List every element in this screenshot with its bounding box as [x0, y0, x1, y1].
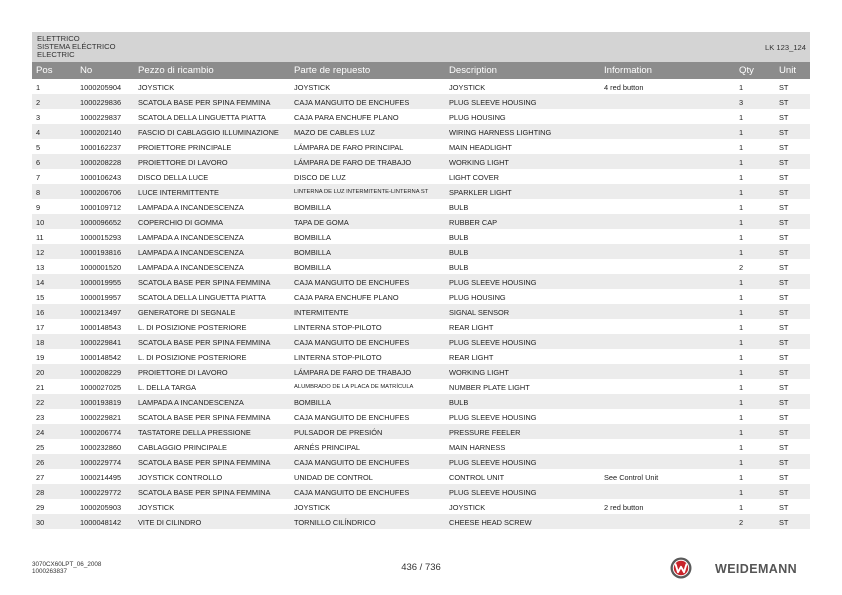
- spanish-name-cell: BOMBILLA: [294, 202, 331, 212]
- part-number-cell: 1000202140: [80, 127, 122, 137]
- description-cell: CONTROL UNIT: [449, 472, 505, 482]
- unit-cell: ST: [779, 127, 789, 137]
- italian-name-cell: LUCE INTERMITTENTE: [138, 187, 219, 197]
- unit-cell: ST: [779, 367, 789, 377]
- table-row: [32, 424, 810, 439]
- col-header-unit: Unit: [779, 65, 797, 76]
- pos-cell: 1: [36, 82, 41, 92]
- qty-cell: 1: [739, 472, 744, 482]
- part-number-cell: 1000048142: [80, 517, 122, 527]
- description-cell: RUBBER CAP: [449, 217, 498, 227]
- spanish-name-cell: LINTERNA STOP-PILOTO: [294, 352, 382, 362]
- italian-name-cell: CABLAGGIO PRINCIPALE: [138, 442, 227, 452]
- italian-name-cell: L. DI POSIZIONE POSTERIORE: [138, 322, 247, 332]
- part-number-cell: 1000206706: [80, 187, 122, 197]
- pos-cell: 27: [36, 472, 45, 482]
- table-row: [32, 214, 810, 229]
- unit-cell: ST: [779, 112, 789, 122]
- description-cell: PLUG SLEEVE HOUSING: [449, 277, 537, 287]
- spanish-name-cell: LÁMPARA DE FARO DE TRABAJO: [294, 367, 412, 377]
- italian-name-cell: LAMPADA A INCANDESCENZA: [138, 262, 244, 272]
- col-header-spanish: Parte de repuesto: [294, 65, 371, 76]
- unit-cell: ST: [779, 472, 789, 482]
- italian-name-cell: TASTATORE DELLA PRESSIONE: [138, 427, 251, 437]
- italian-name-cell: COPERCHIO DI GOMMA: [138, 217, 223, 227]
- spanish-name-cell: PULSADOR DE PRESIÓN: [294, 427, 383, 437]
- table-row: [32, 454, 810, 469]
- spanish-name-cell: LINTERNA DE LUZ INTERMITENTE-LINTERNA ST: [294, 188, 429, 195]
- table-row: [32, 319, 810, 334]
- description-cell: BULB: [449, 247, 469, 257]
- italian-name-cell: SCATOLA BASE PER SPINA FEMMINA: [138, 487, 271, 497]
- section-title-es: SISTEMA ELÉCTRICO: [37, 42, 116, 51]
- part-number-cell: 1000205903: [80, 502, 122, 512]
- pos-cell: 5: [36, 142, 41, 152]
- pos-cell: 10: [36, 217, 45, 227]
- italian-name-cell: LAMPADA A INCANDESCENZA: [138, 247, 244, 257]
- section-header: [32, 32, 810, 62]
- description-cell: WORKING LIGHT: [449, 157, 509, 167]
- unit-cell: ST: [779, 172, 789, 182]
- parts-table-body: [32, 79, 810, 529]
- description-cell: PLUG SLEEVE HOUSING: [449, 487, 537, 497]
- description-cell: PLUG HOUSING: [449, 292, 506, 302]
- spanish-name-cell: MAZO DE CABLES LUZ: [294, 127, 375, 137]
- spanish-name-cell: UNIDAD DE CONTROL: [294, 472, 373, 482]
- pos-cell: 8: [36, 187, 41, 197]
- unit-cell: ST: [779, 277, 789, 287]
- group-code: LK 123_124: [765, 43, 806, 52]
- qty-cell: 1: [739, 157, 744, 167]
- pos-cell: 22: [36, 397, 45, 407]
- part-number-cell: 1000193816: [80, 247, 122, 257]
- qty-cell: 1: [739, 82, 744, 92]
- col-header-qty: Qty: [739, 65, 754, 76]
- spanish-name-cell: JOYSTICK: [294, 82, 331, 92]
- document-code-line: 3070CX60LPT_06_2008: [32, 561, 102, 568]
- unit-cell: ST: [779, 457, 789, 467]
- table-header: [32, 62, 810, 79]
- spanish-name-cell: ALUMBRADO DE LA PLACA DE MATRÍCULA: [294, 383, 414, 390]
- col-header-no: No: [80, 65, 93, 76]
- qty-cell: 3: [739, 97, 744, 107]
- qty-cell: 2: [739, 517, 744, 527]
- table-row: [32, 139, 810, 154]
- spanish-name-cell: CAJA MANGUITO DE ENCHUFES: [294, 337, 410, 347]
- qty-cell: 1: [739, 127, 744, 137]
- qty-cell: 1: [739, 337, 744, 347]
- unit-cell: ST: [779, 82, 789, 92]
- qty-cell: 1: [739, 427, 744, 437]
- col-header-description: Description: [449, 65, 497, 76]
- description-cell: REAR LIGHT: [449, 322, 494, 332]
- description-cell: PLUG HOUSING: [449, 112, 506, 122]
- description-cell: NUMBER PLATE LIGHT: [449, 382, 530, 392]
- description-cell: MAIN HEADLIGHT: [449, 142, 512, 152]
- part-number-cell: 1000001520: [80, 262, 122, 272]
- qty-cell: 2: [739, 262, 744, 272]
- table-row: [32, 409, 810, 424]
- col-header-italian: Pezzo di ricambio: [138, 65, 214, 76]
- table-row: [32, 124, 810, 139]
- spanish-name-cell: CAJA MANGUITO DE ENCHUFES: [294, 412, 410, 422]
- pos-cell: 29: [36, 502, 45, 512]
- col-header-pos: Pos: [36, 65, 53, 76]
- table-row: [32, 499, 810, 514]
- table-row: [32, 229, 810, 244]
- qty-cell: 1: [739, 142, 744, 152]
- unit-cell: ST: [779, 322, 789, 332]
- italian-name-cell: SCATOLA BASE PER SPINA FEMMINA: [138, 412, 271, 422]
- part-number-cell: 1000206774: [80, 427, 122, 437]
- pos-cell: 6: [36, 157, 41, 167]
- qty-cell: 1: [739, 307, 744, 317]
- pos-cell: 7: [36, 172, 41, 182]
- description-cell: PRESSURE FEELER: [449, 427, 521, 437]
- unit-cell: ST: [779, 337, 789, 347]
- description-cell: JOYSTICK: [449, 82, 486, 92]
- part-number-cell: 1000208228: [80, 157, 122, 167]
- pos-cell: 9: [36, 202, 41, 212]
- col-header-information: Information: [604, 65, 652, 76]
- italian-name-cell: SCATOLA BASE PER SPINA FEMMINA: [138, 457, 271, 467]
- part-number-cell: 1000213497: [80, 307, 122, 317]
- spanish-name-cell: CAJA PARA ENCHUFE PLANO: [294, 112, 399, 122]
- italian-name-cell: PROIETTORE DI LAVORO: [138, 367, 228, 377]
- spanish-name-cell: TORNILLO CILÍNDRICO: [294, 517, 376, 527]
- part-number-cell: 1000193819: [80, 397, 122, 407]
- description-cell: REAR LIGHT: [449, 352, 494, 362]
- italian-name-cell: JOYSTICK: [138, 82, 175, 92]
- unit-cell: ST: [779, 412, 789, 422]
- unit-cell: ST: [779, 502, 789, 512]
- table-row: [32, 289, 810, 304]
- description-cell: BULB: [449, 397, 469, 407]
- italian-name-cell: LAMPADA A INCANDESCENZA: [138, 397, 244, 407]
- spanish-name-cell: ARNÉS PRINCIPAL: [294, 442, 360, 452]
- pos-cell: 21: [36, 382, 45, 392]
- unit-cell: ST: [779, 307, 789, 317]
- part-number-cell: 1000232860: [80, 442, 122, 452]
- part-number-cell: 1000229774: [80, 457, 122, 467]
- part-number-cell: 1000148543: [80, 322, 122, 332]
- part-number-cell: 1000229837: [80, 112, 122, 122]
- description-cell: BULB: [449, 262, 469, 272]
- qty-cell: 1: [739, 457, 744, 467]
- spanish-name-cell: BOMBILLA: [294, 232, 331, 242]
- spanish-name-cell: LÁMPARA DE FARO PRINCIPAL: [294, 142, 404, 152]
- spanish-name-cell: TAPA DE GOMA: [294, 217, 349, 227]
- section-title: [37, 35, 116, 59]
- pos-cell: 24: [36, 427, 45, 437]
- table-row: [32, 469, 810, 484]
- unit-cell: ST: [779, 352, 789, 362]
- spanish-name-cell: BOMBILLA: [294, 397, 331, 407]
- spanish-name-cell: CAJA MANGUITO DE ENCHUFES: [294, 277, 410, 287]
- unit-cell: ST: [779, 217, 789, 227]
- pos-cell: 13: [36, 262, 45, 272]
- description-cell: PLUG SLEEVE HOUSING: [449, 97, 537, 107]
- spanish-name-cell: LÁMPARA DE FARO DE TRABAJO: [294, 157, 412, 167]
- section-title-en: ELECTRIC: [37, 50, 75, 59]
- table-row: [32, 274, 810, 289]
- pos-cell: 26: [36, 457, 45, 467]
- qty-cell: 1: [739, 322, 744, 332]
- table-row: [32, 244, 810, 259]
- table-row: [32, 94, 810, 109]
- italian-name-cell: L. DI POSIZIONE POSTERIORE: [138, 352, 247, 362]
- description-cell: WIRING HARNESS LIGHTING: [449, 127, 552, 137]
- part-number-cell: 1000205904: [80, 82, 122, 92]
- part-number-cell: 1000229841: [80, 337, 122, 347]
- part-number-cell: 1000106243: [80, 172, 122, 182]
- table-row: [32, 334, 810, 349]
- description-cell: BULB: [449, 232, 469, 242]
- italian-name-cell: JOYSTICK CONTROLLO: [138, 472, 223, 482]
- italian-name-cell: SCATOLA BASE PER SPINA FEMMINA: [138, 277, 271, 287]
- page-number: 436 / 736: [401, 562, 441, 573]
- qty-cell: 1: [739, 277, 744, 287]
- part-number-cell: 1000096652: [80, 217, 122, 227]
- unit-cell: ST: [779, 442, 789, 452]
- part-number-cell: 1000208229: [80, 367, 122, 377]
- pos-cell: 25: [36, 442, 45, 452]
- italian-name-cell: SCATOLA DELLA LINGUETTA PIATTA: [138, 292, 266, 302]
- description-cell: CHEESE HEAD SCREW: [449, 517, 532, 527]
- pos-cell: 11: [36, 232, 44, 242]
- table-row: [32, 394, 810, 409]
- part-number-cell: 1000162237: [80, 142, 122, 152]
- italian-name-cell: JOYSTICK: [138, 502, 175, 512]
- description-cell: SIGNAL SENSOR: [449, 307, 510, 317]
- table-row: [32, 109, 810, 124]
- table-row: [32, 184, 810, 199]
- information-cell: 4 red button: [604, 82, 644, 92]
- part-number-cell: 1000019957: [80, 292, 122, 302]
- unit-cell: ST: [779, 397, 789, 407]
- spanish-name-cell: CAJA PARA ENCHUFE PLANO: [294, 292, 399, 302]
- description-cell: PLUG SLEEVE HOUSING: [449, 337, 537, 347]
- italian-name-cell: SCATOLA DELLA LINGUETTA PIATTA: [138, 112, 266, 122]
- italian-name-cell: PROIETTORE PRINCIPALE: [138, 142, 232, 152]
- qty-cell: 1: [739, 442, 744, 452]
- table-row: [32, 79, 810, 94]
- description-cell: JOYSTICK: [449, 502, 486, 512]
- pos-cell: 3: [36, 112, 41, 122]
- part-number-cell: 1000229821: [80, 412, 122, 422]
- pos-cell: 18: [36, 337, 45, 347]
- pos-cell: 15: [36, 292, 45, 302]
- section-title-it: ELETTRICO: [37, 34, 80, 43]
- table-row: [32, 304, 810, 319]
- unit-cell: ST: [779, 187, 789, 197]
- qty-cell: 1: [739, 112, 744, 122]
- spanish-name-cell: INTERMITENTE: [294, 307, 349, 317]
- pos-cell: 20: [36, 367, 45, 377]
- qty-cell: 1: [739, 367, 744, 377]
- qty-cell: 1: [739, 412, 744, 422]
- italian-name-cell: FASCIO DI CABLAGGIO ILLUMINAZIONE: [138, 127, 279, 137]
- qty-cell: 1: [739, 397, 744, 407]
- part-number-cell: 1000015293: [80, 232, 122, 242]
- part-number-cell: 1000229772: [80, 487, 122, 497]
- spanish-name-cell: BOMBILLA: [294, 247, 331, 257]
- qty-cell: 1: [739, 187, 744, 197]
- unit-cell: ST: [779, 262, 789, 272]
- italian-name-cell: DISCO DELLA LUCE: [138, 172, 209, 182]
- pos-cell: 14: [36, 277, 45, 287]
- unit-cell: ST: [779, 427, 789, 437]
- unit-cell: ST: [779, 292, 789, 302]
- italian-name-cell: VITE DI CILINDRO: [138, 517, 202, 527]
- pos-cell: 4: [36, 127, 41, 137]
- spanish-name-cell: CAJA MANGUITO DE ENCHUFES: [294, 97, 410, 107]
- unit-cell: ST: [779, 142, 789, 152]
- pos-cell: 17: [36, 322, 45, 332]
- unit-cell: ST: [779, 157, 789, 167]
- qty-cell: 1: [739, 352, 744, 362]
- spanish-name-cell: JOYSTICK: [294, 502, 331, 512]
- qty-cell: 1: [739, 487, 744, 497]
- table-row: [32, 484, 810, 499]
- part-number-cell: 1000109712: [80, 202, 122, 212]
- part-number-cell: 1000148542: [80, 352, 122, 362]
- pos-cell: 28: [36, 487, 45, 497]
- table-row: [32, 514, 810, 529]
- spanish-name-cell: CAJA MANGUITO DE ENCHUFES: [294, 487, 410, 497]
- description-cell: SPARKLER LIGHT: [449, 187, 512, 197]
- spanish-name-cell: DISCO DE LUZ: [294, 172, 346, 182]
- description-cell: LIGHT COVER: [449, 172, 499, 182]
- table-row: [32, 169, 810, 184]
- part-number-cell: 1000019955: [80, 277, 122, 287]
- qty-cell: 1: [739, 292, 744, 302]
- description-cell: PLUG SLEEVE HOUSING: [449, 412, 537, 422]
- pos-cell: 12: [36, 247, 45, 257]
- spanish-name-cell: BOMBILLA: [294, 262, 331, 272]
- pos-cell: 23: [36, 412, 45, 422]
- spanish-name-cell: LINTERNA STOP-PILOTO: [294, 322, 382, 332]
- information-cell: See Control Unit: [604, 472, 659, 482]
- italian-name-cell: SCATOLA BASE PER SPINA FEMMINA: [138, 97, 271, 107]
- description-cell: PLUG SLEEVE HOUSING: [449, 457, 537, 467]
- description-cell: BULB: [449, 202, 469, 212]
- unit-cell: ST: [779, 202, 789, 212]
- unit-cell: ST: [779, 232, 789, 242]
- part-number-cell: 1000229836: [80, 97, 122, 107]
- document-code-line: 1000263837: [32, 568, 68, 575]
- italian-name-cell: LAMPADA A INCANDESCENZA: [138, 232, 244, 242]
- qty-cell: 1: [739, 382, 744, 392]
- table-row: [32, 379, 810, 394]
- unit-cell: ST: [779, 382, 789, 392]
- description-cell: WORKING LIGHT: [449, 367, 509, 377]
- spanish-name-cell: CAJA MANGUITO DE ENCHUFES: [294, 457, 410, 467]
- unit-cell: ST: [779, 97, 789, 107]
- description-cell: MAIN HARNESS: [449, 442, 506, 452]
- qty-cell: 1: [739, 247, 744, 257]
- qty-cell: 1: [739, 502, 744, 512]
- table-row: [32, 349, 810, 364]
- italian-name-cell: L. DELLA TARGA: [138, 382, 197, 392]
- pos-cell: 2: [36, 97, 41, 107]
- unit-cell: ST: [779, 517, 789, 527]
- part-number-cell: 1000214495: [80, 472, 122, 482]
- italian-name-cell: SCATOLA BASE PER SPINA FEMMINA: [138, 337, 271, 347]
- pos-cell: 19: [36, 352, 45, 362]
- table-row: [32, 259, 810, 274]
- table-row: [32, 199, 810, 214]
- unit-cell: ST: [779, 487, 789, 497]
- information-cell: 2 red button: [604, 502, 644, 512]
- brand-name: WEIDEMANN: [715, 562, 798, 576]
- qty-cell: 1: [739, 232, 744, 242]
- part-number-cell: 1000027025: [80, 382, 122, 392]
- pos-cell: 30: [36, 517, 45, 527]
- italian-name-cell: GENERATORE DI SEGNALE: [138, 307, 236, 317]
- table-row: [32, 364, 810, 379]
- unit-cell: ST: [779, 247, 789, 257]
- italian-name-cell: PROIETTORE DI LAVORO: [138, 157, 228, 167]
- weidemann-w-icon: [670, 557, 692, 579]
- table-row: [32, 439, 810, 454]
- italian-name-cell: LAMPADA A INCANDESCENZA: [138, 202, 244, 212]
- qty-cell: 1: [739, 202, 744, 212]
- qty-cell: 1: [739, 217, 744, 227]
- table-row: [32, 154, 810, 169]
- pos-cell: 16: [36, 307, 45, 317]
- qty-cell: 1: [739, 172, 744, 182]
